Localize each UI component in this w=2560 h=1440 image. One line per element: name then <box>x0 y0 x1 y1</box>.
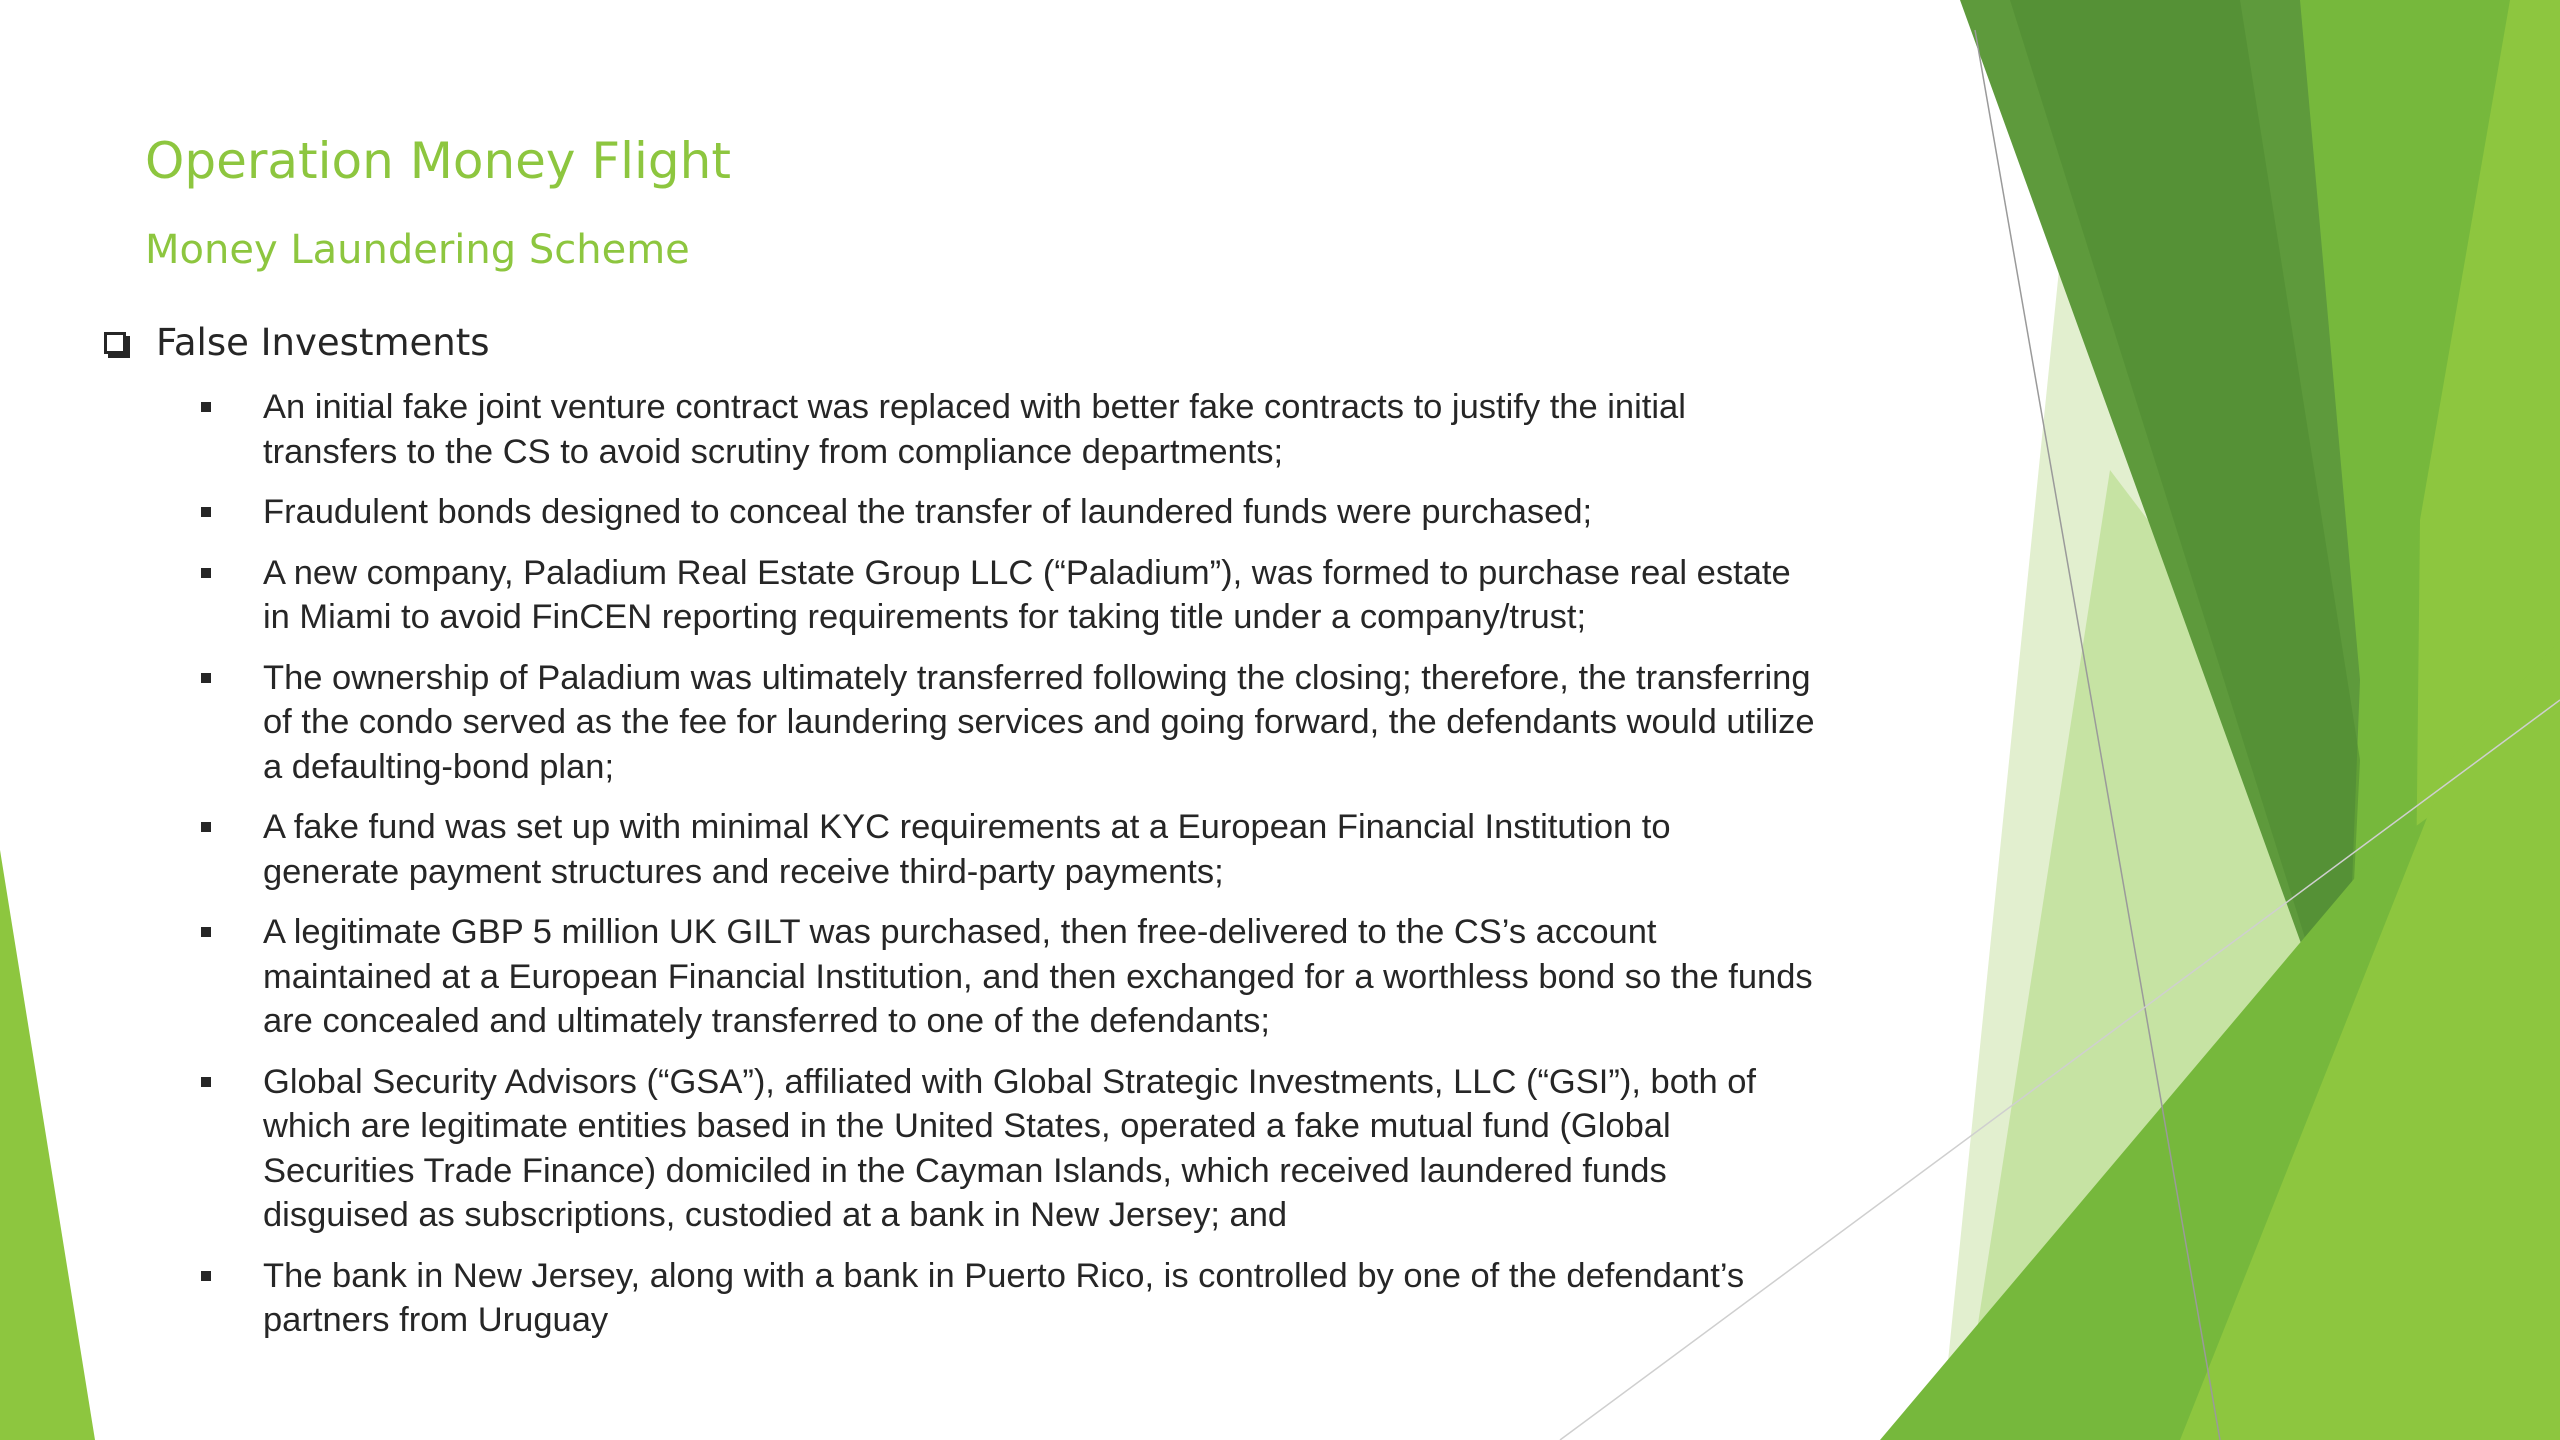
square-bullet-icon <box>201 402 211 412</box>
square-bullet-icon <box>201 1271 211 1281</box>
square-bullet-icon <box>201 568 211 578</box>
bullet-text: A legitimate GBP 5 million UK GILT was purchased, then free-delivered to the CS’s account maintained at a European Financial Institution, and then exchanged for a worthless bond so the funds are concealed and ultimately transferred to one of the defendants; <box>263 913 1813 1040</box>
list-item <box>195 805 1815 894</box>
square-bullet-icon <box>201 822 211 832</box>
bullet-text: Global Security Advisors (“GSA”), affiliated with Global Strategic Investments, LLC (“GSI”), both of which are legitimate entities based in the United States, operated a fake mutual fund (Global Securities Trade Finance) domiciled in the Cayman Islands, which received laundered funds disguised as subscriptions, custodied at a bank in New Jersey; and <box>263 1062 1757 1234</box>
list-item <box>195 551 1815 640</box>
bullet-text: Fraudulent bonds designed to conceal the transfer of laundered funds were purchased; <box>263 493 1593 531</box>
list-item <box>195 1060 1815 1238</box>
section-heading <box>104 318 490 368</box>
square-bullet-icon <box>201 1077 211 1087</box>
list-item <box>195 385 1815 474</box>
square-bullet-icon <box>201 507 211 517</box>
square-bullet-icon <box>201 673 211 683</box>
square-bullet-icon <box>201 927 211 937</box>
list-item <box>195 656 1815 790</box>
bullet-text: A new company, Paladium Real Estate Group LLC (“Paladium”), was formed to purchase real estate in Miami to avoid FinCEN reporting requirements for taking title under a company/trust; <box>263 553 1791 636</box>
bullet-text: The ownership of Paladium was ultimately transferred following the closing; therefore, the transferring of the condo served as the fee for laundering services and going forward, the defendants would utilize a defaulting-bond plan; <box>263 658 1815 786</box>
bullet-text: The bank in New Jersey, along with a bank in Puerto Rico, is controlled by one of the defendant’s partners from Uruguay <box>263 1256 1745 1339</box>
slide-subtitle: Money Laundering Scheme <box>145 227 690 273</box>
checkbox-icon <box>104 332 126 354</box>
list-item <box>195 910 1815 1044</box>
list-item <box>195 1254 1815 1343</box>
slide-title: Operation Money Flight <box>145 132 731 190</box>
section-label: False Investments <box>156 321 490 364</box>
bullet-text: An initial fake joint venture contract was replaced with better fake contracts to justify the initial transfers to the CS to avoid scrutiny from compliance departments; <box>263 388 1686 471</box>
bullet-list <box>195 385 1815 1359</box>
list-item <box>195 490 1815 535</box>
bullet-text: A fake fund was set up with minimal KYC requirements at a European Financial Institution to generate payment structures and receive third-party payments; <box>263 808 1671 891</box>
